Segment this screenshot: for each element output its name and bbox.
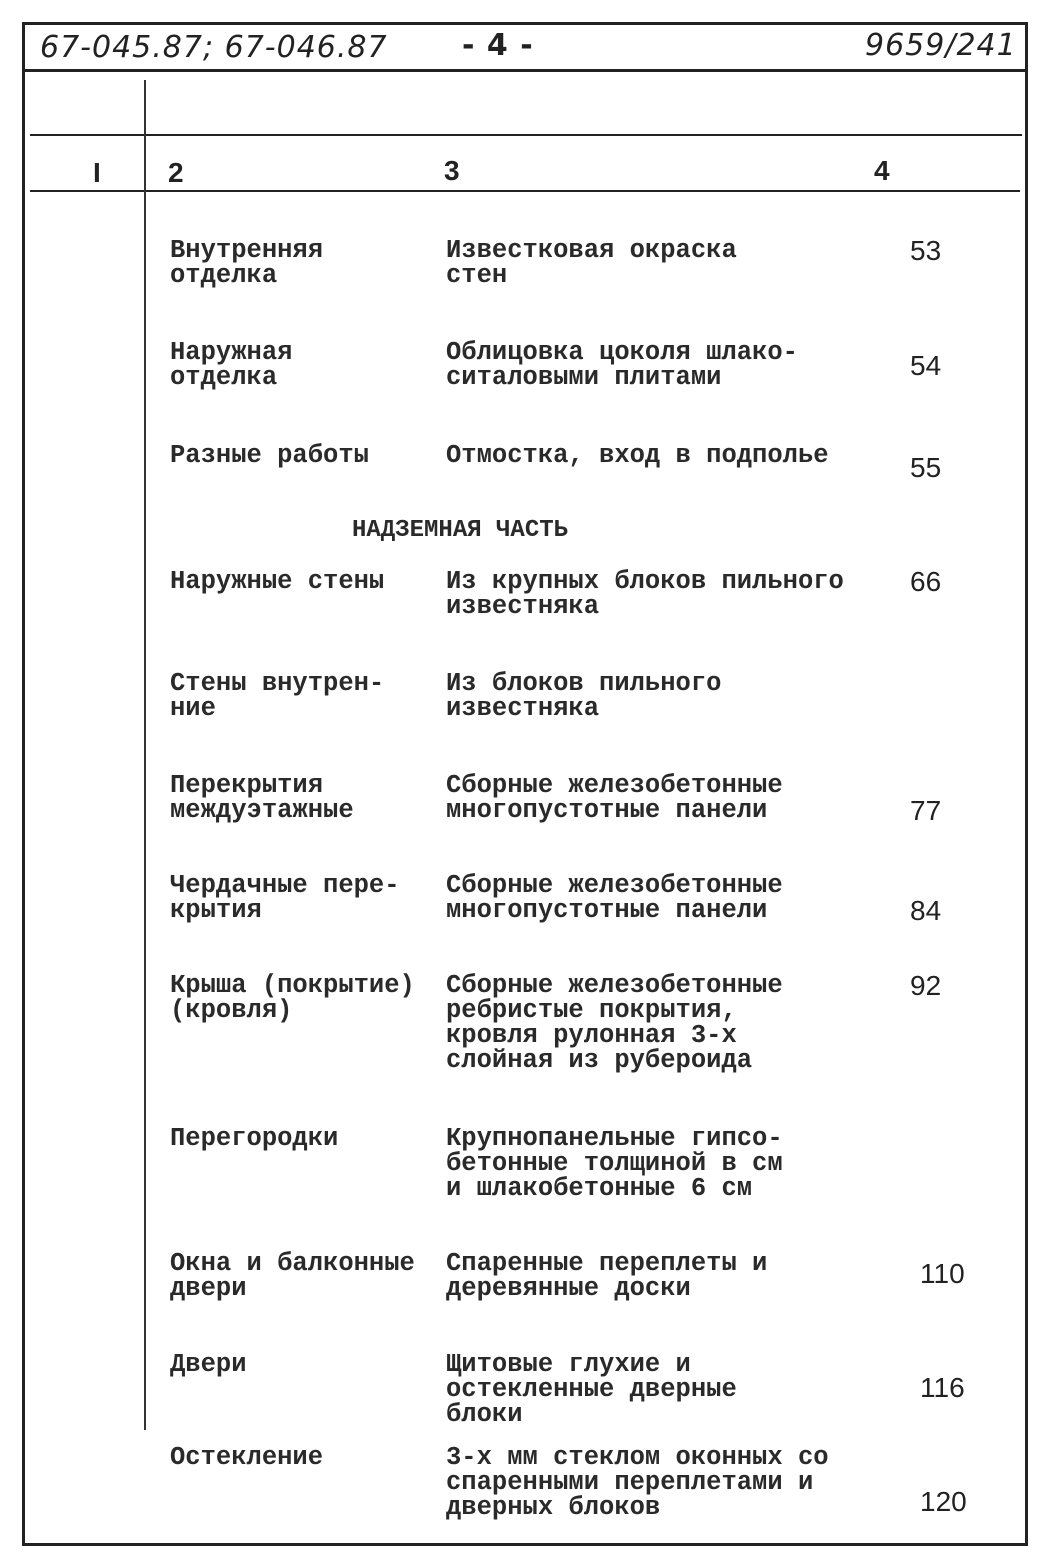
sheet-reference: 9659/241 <box>865 28 1017 63</box>
page-number: - 4 - <box>462 28 534 63</box>
row-element-name: Перегородки <box>170 1124 339 1153</box>
row-reference: 116 <box>920 1372 965 1403</box>
row-element-name: Внутренняя отделка <box>170 236 324 290</box>
row-reference: 110 <box>920 1258 965 1289</box>
row-description: Сборные железобетонные многопустотные панели <box>446 771 783 825</box>
row-reference: 54 <box>910 350 942 381</box>
row-description: Щитовые глухие и остекленные дверные блоки <box>446 1350 737 1429</box>
row-reference: 55 <box>910 452 942 483</box>
row-description: Облицовка цоколя шлако- ситаловыми плитами <box>446 338 798 392</box>
column-header-2: 2 <box>168 157 184 188</box>
row-element-name: Разные работы <box>170 441 369 470</box>
section-heading: НАДЗЕМНАЯ ЧАСТЬ <box>352 517 569 544</box>
row-reference: 84 <box>910 895 942 926</box>
row-description: Сборные железобетонные ребристые покрытия, кровля рулонная 3-х слойная из рубероида <box>446 971 783 1075</box>
row-element-name: Крыша (покрытие) (кровля) <box>170 971 415 1025</box>
table-top-line <box>30 134 1022 136</box>
column-header-1: I <box>93 157 101 188</box>
row-reference: 66 <box>910 566 942 597</box>
row-element-name: Чердачные пере- крытия <box>170 871 400 925</box>
row-element-name: Перекрытия междуэтажные <box>170 771 354 825</box>
row-element-name: Стены внутрен- ние <box>170 669 385 723</box>
row-element-name: Окна и балконные двери <box>170 1249 415 1303</box>
row-reference: 92 <box>910 970 942 1001</box>
column-header-4: 4 <box>874 155 890 186</box>
document-codes: 67-045.87; 67-046.87 <box>40 30 388 65</box>
row-description: 3-х мм стеклом оконных со спаренными переплетами и дверных блоков <box>446 1443 829 1522</box>
row-element-name: Наружные стены <box>170 567 385 596</box>
row-reference: 77 <box>910 795 942 826</box>
row-element-name: Остекление <box>170 1443 324 1472</box>
row-description: Спаренные переплеты и деревянные доски <box>446 1249 768 1303</box>
column-divider <box>144 80 146 1430</box>
header-divider <box>22 69 1028 72</box>
row-description: Сборные железобетонные многопустотные панели <box>446 871 783 925</box>
row-description: Известковая окраска стен <box>446 236 737 290</box>
column-header-line <box>30 190 1020 192</box>
row-description: Из крупных блоков пильного известняка <box>446 567 844 621</box>
row-element-name: Двери <box>170 1350 247 1379</box>
row-reference: 53 <box>910 235 942 266</box>
column-header-3: 3 <box>444 155 460 186</box>
row-description: Крупнопанельные гипсо- бетонные толщиной в см и шлакобетонные 6 см <box>446 1124 783 1203</box>
row-reference: 120 <box>920 1486 967 1517</box>
row-element-name: Наружная отделка <box>170 338 293 392</box>
row-description: Отмостка, вход в подполье <box>446 441 829 470</box>
row-description: Из блоков пильного известняка <box>446 669 722 723</box>
